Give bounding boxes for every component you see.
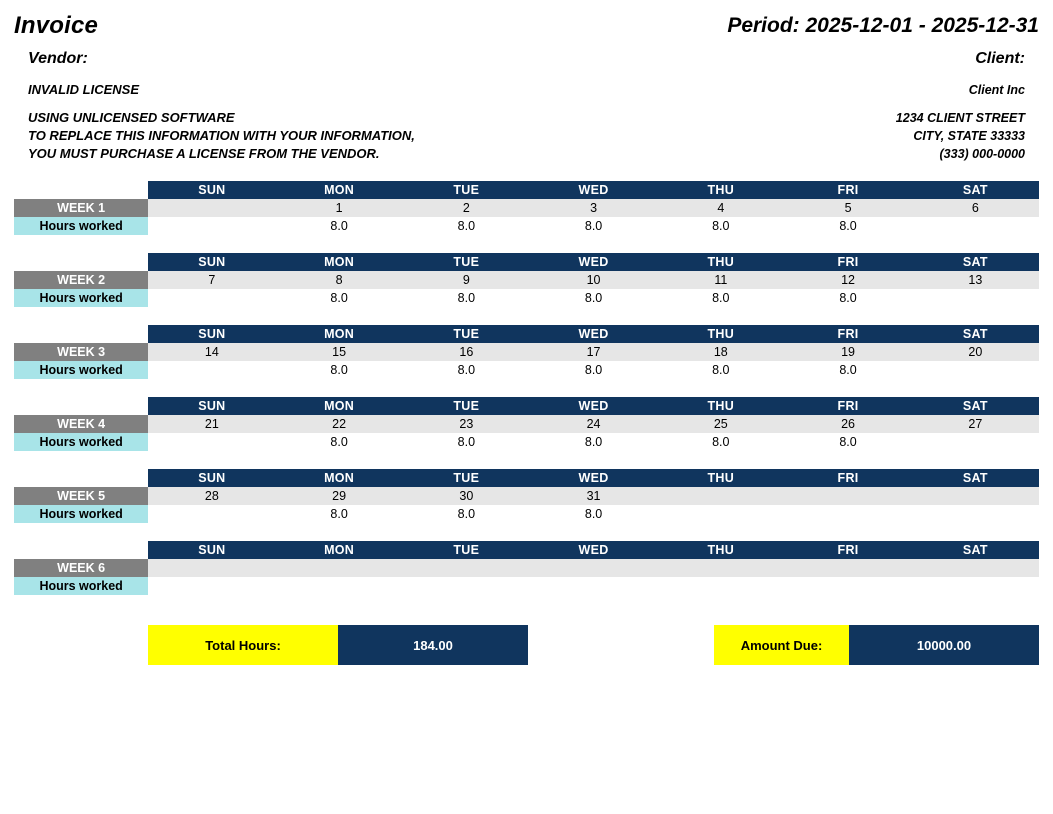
hours-cell[interactable] xyxy=(912,577,1039,595)
date-cell: 15 xyxy=(275,343,402,361)
hours-cell[interactable] xyxy=(912,433,1039,451)
hours-cell[interactable] xyxy=(912,505,1039,523)
week-label: WEEK 5 xyxy=(14,487,148,505)
vendor-line-1: INVALID LICENSE xyxy=(28,82,139,97)
hours-worked-label: Hours worked xyxy=(14,577,148,595)
hours-cell[interactable]: 8.0 xyxy=(403,289,530,307)
date-cell: 17 xyxy=(530,343,657,361)
timesheet-calendar xyxy=(0,181,1053,595)
dow-tue: TUE xyxy=(403,469,530,487)
date-cell: 3 xyxy=(530,199,657,217)
day-header-row xyxy=(14,181,1039,199)
week-label: WEEK 3 xyxy=(14,343,148,361)
date-cell xyxy=(657,559,784,577)
table-row xyxy=(14,289,1039,307)
hours-worked-label: Hours worked xyxy=(14,433,148,451)
date-cell xyxy=(784,559,911,577)
dow-fri: FRI xyxy=(784,541,911,559)
hours-worked-label: Hours worked xyxy=(14,217,148,235)
hours-cell[interactable]: 8.0 xyxy=(657,433,784,451)
hours-worked-label: Hours worked xyxy=(14,289,148,307)
hours-cell[interactable]: 8.0 xyxy=(530,361,657,379)
dow-wed: WED xyxy=(530,253,657,271)
hours-cell[interactable]: 8.0 xyxy=(403,361,530,379)
hours-cell[interactable]: 8.0 xyxy=(275,433,402,451)
document-header xyxy=(0,0,1053,40)
dow-fri: FRI xyxy=(784,181,911,199)
date-cell: 13 xyxy=(912,271,1039,289)
date-cell: 25 xyxy=(657,415,784,433)
date-cell: 18 xyxy=(657,343,784,361)
table-row xyxy=(14,487,1039,505)
table-row xyxy=(14,433,1039,451)
date-cell xyxy=(784,487,911,505)
table-row xyxy=(14,505,1039,523)
hours-cell[interactable]: 8.0 xyxy=(784,433,911,451)
dow-sat: SAT xyxy=(912,397,1039,415)
hours-cell[interactable]: 8.0 xyxy=(530,505,657,523)
hours-cell[interactable]: 8.0 xyxy=(784,361,911,379)
vendor-address xyxy=(28,68,415,163)
day-header-row xyxy=(14,541,1039,559)
parties-section xyxy=(0,40,1053,163)
dow-sat: SAT xyxy=(912,469,1039,487)
total-hours-group xyxy=(148,625,528,665)
day-header-row xyxy=(14,469,1039,487)
hours-cell[interactable]: 8.0 xyxy=(275,289,402,307)
date-cell xyxy=(148,199,275,217)
hours-worked-label: Hours worked xyxy=(14,505,148,523)
table-row xyxy=(14,577,1039,595)
row-spacer xyxy=(14,451,1039,469)
vendor-line-gap xyxy=(28,99,415,109)
hours-cell[interactable]: 8.0 xyxy=(275,217,402,235)
hours-cell[interactable]: 8.0 xyxy=(784,217,911,235)
hours-cell[interactable] xyxy=(148,577,275,595)
period-title: Period: 2025-12-01 - 2025-12-31 xyxy=(727,14,1039,37)
dow-fri: FRI xyxy=(784,253,911,271)
dow-sun: SUN xyxy=(148,397,275,415)
hours-cell[interactable]: 8.0 xyxy=(403,505,530,523)
hours-cell[interactable] xyxy=(148,361,275,379)
dow-sun: SUN xyxy=(148,469,275,487)
dow-tue: TUE xyxy=(403,325,530,343)
date-cell: 2 xyxy=(403,199,530,217)
dow-thu: THU xyxy=(657,541,784,559)
hours-cell[interactable] xyxy=(657,577,784,595)
date-cell xyxy=(657,487,784,505)
hours-cell[interactable] xyxy=(784,577,911,595)
hours-cell[interactable] xyxy=(148,505,275,523)
dow-thu: THU xyxy=(657,253,784,271)
day-header-row xyxy=(14,325,1039,343)
hours-cell[interactable]: 8.0 xyxy=(530,433,657,451)
dow-sun: SUN xyxy=(148,541,275,559)
dow-fri: FRI xyxy=(784,325,911,343)
dow-fri: FRI xyxy=(784,469,911,487)
dow-tue: TUE xyxy=(403,253,530,271)
hours-cell[interactable]: 8.0 xyxy=(530,217,657,235)
date-cell xyxy=(275,559,402,577)
client-address xyxy=(896,68,1025,163)
week-label: WEEK 2 xyxy=(14,271,148,289)
date-cell xyxy=(912,559,1039,577)
hours-cell[interactable] xyxy=(657,505,784,523)
table-row xyxy=(14,343,1039,361)
week-label: WEEK 6 xyxy=(14,559,148,577)
row-spacer xyxy=(14,307,1039,325)
dow-wed: WED xyxy=(530,541,657,559)
dow-sat: SAT xyxy=(912,181,1039,199)
vendor-label: Vendor: xyxy=(28,50,88,67)
week-label: WEEK 1 xyxy=(14,199,148,217)
hours-cell[interactable]: 8.0 xyxy=(275,505,402,523)
dow-sun: SUN xyxy=(148,181,275,199)
timesheet-table xyxy=(14,181,1039,595)
header-spacer xyxy=(14,325,148,343)
header-spacer xyxy=(14,397,148,415)
date-cell xyxy=(148,559,275,577)
hours-worked-label: Hours worked xyxy=(14,361,148,379)
hours-cell[interactable]: 8.0 xyxy=(403,433,530,451)
hours-cell[interactable] xyxy=(912,217,1039,235)
date-cell: 12 xyxy=(784,271,911,289)
date-cell: 6 xyxy=(912,199,1039,217)
row-spacer xyxy=(14,379,1039,397)
vendor-line-2: USING UNLICENSED SOFTWARE xyxy=(28,110,235,125)
day-header-row xyxy=(14,397,1039,415)
dow-sun: SUN xyxy=(148,253,275,271)
dow-tue: TUE xyxy=(403,397,530,415)
dow-thu: THU xyxy=(657,469,784,487)
client-line-gap xyxy=(896,99,1025,109)
amount-due-label: Amount Due: xyxy=(714,625,849,665)
table-row xyxy=(14,217,1039,235)
dow-tue: TUE xyxy=(403,541,530,559)
totals-section xyxy=(0,625,1053,665)
dow-mon: MON xyxy=(275,469,402,487)
table-row xyxy=(14,199,1039,217)
hours-cell[interactable] xyxy=(403,577,530,595)
dow-sat: SAT xyxy=(912,325,1039,343)
date-cell: 4 xyxy=(657,199,784,217)
vendor-line-3: TO REPLACE THIS INFORMATION WITH YOUR INFORMATION, xyxy=(28,128,415,143)
hours-cell[interactable] xyxy=(912,361,1039,379)
date-cell: 23 xyxy=(403,415,530,433)
day-header-row xyxy=(14,253,1039,271)
hours-cell[interactable]: 8.0 xyxy=(657,361,784,379)
dow-mon: MON xyxy=(275,325,402,343)
date-cell: 8 xyxy=(275,271,402,289)
hours-cell[interactable]: 8.0 xyxy=(275,361,402,379)
client-line-4: (333) 000-0000 xyxy=(939,147,1025,161)
hours-cell[interactable]: 8.0 xyxy=(403,217,530,235)
date-cell: 24 xyxy=(530,415,657,433)
hours-cell[interactable]: 8.0 xyxy=(530,289,657,307)
hours-cell[interactable] xyxy=(275,577,402,595)
client-line-3: CITY, STATE 33333 xyxy=(913,129,1025,143)
date-cell: 10 xyxy=(530,271,657,289)
table-row xyxy=(14,271,1039,289)
date-cell: 21 xyxy=(148,415,275,433)
header-spacer xyxy=(14,469,148,487)
vendor-block xyxy=(14,50,415,163)
date-cell xyxy=(530,559,657,577)
client-block xyxy=(896,50,1039,163)
hours-cell[interactable]: 8.0 xyxy=(657,289,784,307)
hours-cell[interactable]: 8.0 xyxy=(657,217,784,235)
date-cell: 22 xyxy=(275,415,402,433)
page-title: Invoice xyxy=(14,12,99,39)
hours-cell[interactable] xyxy=(148,289,275,307)
dow-wed: WED xyxy=(530,181,657,199)
dow-mon: MON xyxy=(275,253,402,271)
date-cell: 28 xyxy=(148,487,275,505)
date-cell xyxy=(912,487,1039,505)
dow-tue: TUE xyxy=(403,181,530,199)
amount-due-group xyxy=(714,625,1039,665)
hours-cell[interactable] xyxy=(912,289,1039,307)
hours-cell[interactable] xyxy=(784,505,911,523)
date-cell: 7 xyxy=(148,271,275,289)
date-cell: 14 xyxy=(148,343,275,361)
row-spacer xyxy=(14,523,1039,541)
dow-thu: THU xyxy=(657,181,784,199)
dow-wed: WED xyxy=(530,397,657,415)
date-cell: 11 xyxy=(657,271,784,289)
date-cell: 1 xyxy=(275,199,402,217)
header-spacer xyxy=(14,253,148,271)
dow-sat: SAT xyxy=(912,253,1039,271)
dow-fri: FRI xyxy=(784,397,911,415)
table-row xyxy=(14,559,1039,577)
dow-mon: MON xyxy=(275,541,402,559)
client-line-2: 1234 CLIENT STREET xyxy=(895,111,1025,125)
dow-thu: THU xyxy=(657,397,784,415)
amount-due-value: 10000.00 xyxy=(849,625,1039,665)
week-label: WEEK 4 xyxy=(14,415,148,433)
date-cell: 16 xyxy=(403,343,530,361)
vendor-line-4: YOU MUST PURCHASE A LICENSE FROM THE VENDOR. xyxy=(28,146,380,161)
dow-thu: THU xyxy=(657,325,784,343)
date-cell: 19 xyxy=(784,343,911,361)
date-cell: 20 xyxy=(912,343,1039,361)
date-cell: 31 xyxy=(530,487,657,505)
total-hours-value: 184.00 xyxy=(338,625,528,665)
table-row xyxy=(14,415,1039,433)
dow-mon: MON xyxy=(275,181,402,199)
date-cell: 30 xyxy=(403,487,530,505)
totals-spacer xyxy=(528,625,714,665)
date-cell: 9 xyxy=(403,271,530,289)
dow-sat: SAT xyxy=(912,541,1039,559)
dow-wed: WED xyxy=(530,469,657,487)
date-cell: 5 xyxy=(784,199,911,217)
dow-mon: MON xyxy=(275,397,402,415)
header-spacer xyxy=(14,181,148,199)
hours-cell[interactable] xyxy=(530,577,657,595)
date-cell xyxy=(403,559,530,577)
client-label: Client: xyxy=(975,50,1025,67)
hours-cell[interactable] xyxy=(148,217,275,235)
dow-sun: SUN xyxy=(148,325,275,343)
date-cell: 26 xyxy=(784,415,911,433)
header-spacer xyxy=(14,541,148,559)
hours-cell[interactable]: 8.0 xyxy=(784,289,911,307)
hours-cell[interactable] xyxy=(148,433,275,451)
date-cell: 27 xyxy=(912,415,1039,433)
table-row xyxy=(14,361,1039,379)
total-hours-label: Total Hours: xyxy=(148,625,338,665)
dow-wed: WED xyxy=(530,325,657,343)
client-line-1: Client Inc xyxy=(968,83,1025,97)
row-spacer xyxy=(14,235,1039,253)
date-cell: 29 xyxy=(275,487,402,505)
